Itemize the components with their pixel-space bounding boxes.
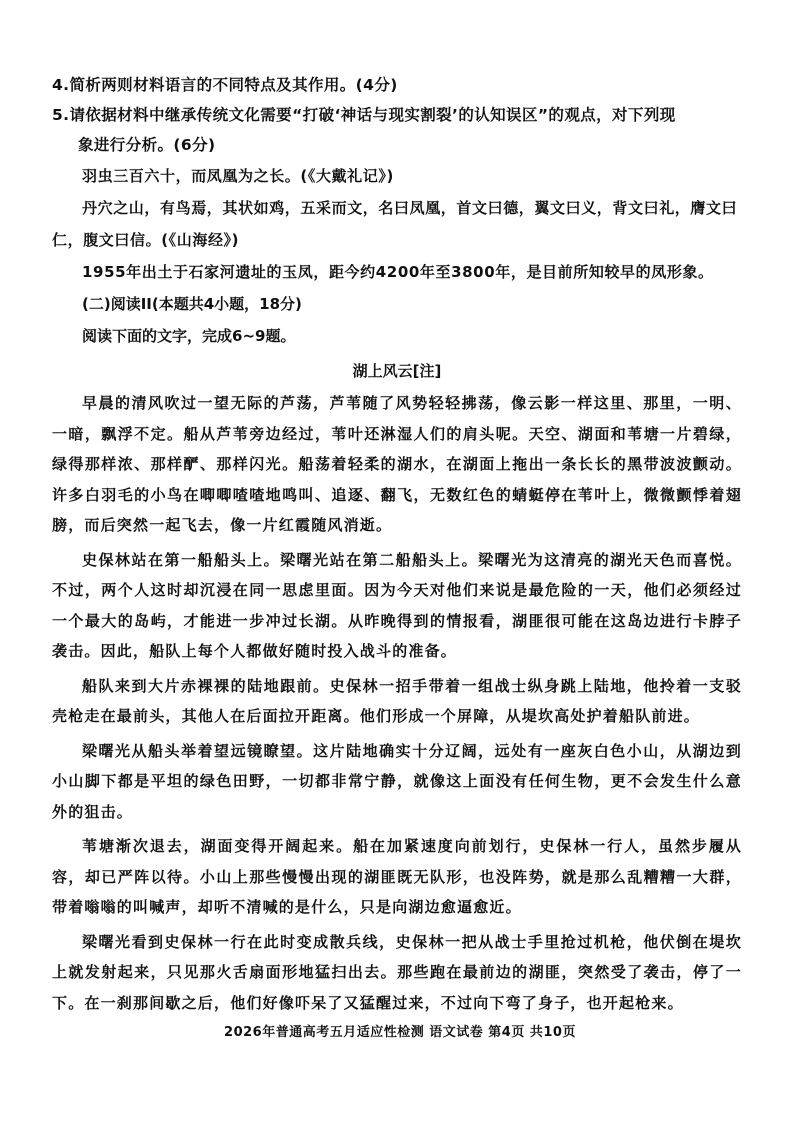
story-paragraph: 梁曙光从船头举着望远镜瞭望。这片陆地确实十分辽阔，远处有一座灰白色小山，从湖边到小山脚下都是平坦的绿色田野，一切都非常宁静，就像这上面没有任何生物，更不会发生什么意外的狙击。 [52, 741, 742, 821]
section-instruction: 阅读下面的文字，完成6~9题。 [82, 327, 296, 345]
question-text-continuation: 象进行分析。(6分) [78, 136, 216, 154]
question-text: 简析两则材料语言的不同特点及其作用。(4分) [69, 76, 398, 94]
question-5 [52, 100, 742, 160]
question-number: 4. [52, 76, 70, 94]
question-text: 请依据材料中继承传统文化需要“打破‘神话与现实割裂’的认知误区”的观点，对下列现 [69, 106, 676, 124]
story-paragraph: 史保林站在第一船船头上。梁曙光站在第二船船头上。梁曙光为这清亮的湖光天色而喜悦。不过，两个人这时却沉浸在同一思虑里面。因为今天对他们来说是最危险的一天，他们必须经过一个最大的岛屿，才能进一步冲过长湖。从昨晚得到的情报看，湖匪很可能在这岛边进行卡脖子袭击。因此，船队上每个人都做好随时投入战斗的准备。 [52, 550, 742, 660]
question-number: 5. [52, 106, 70, 124]
question-4 [52, 70, 742, 100]
story-paragraph: 梁曙光看到史保林一行在此时变成散兵线，史保林一把从战士手里抢过机枪，他伏倒在堤坎上就发射起来，只见那火舌扇面形地猛扫出去。那些跑在最前边的湖匪，突然受了袭击，停了一下。在一刹那间歇之后，他们好像吓呆了又猛醒过来，不过向下弯了身子，也开起枪来。 [52, 932, 742, 1012]
story-title: 湖上风云[注] [352, 362, 442, 380]
quote-da-dai-li-ji: 羽虫三百六十，而凤凰为之长。(《大戴礼记》) [82, 167, 394, 185]
page-footer: 2026年普通高考五月适应性检测 语文试卷 第4页 共10页 [224, 1025, 576, 1040]
quote-shan-hai-jing: 丹穴之山，有鸟焉，其状如鸡，五采而文，名曰凤凰，首文曰德，翼文曰义，背文曰礼，膺文曰仁，腹文曰信。(《山海经》) [52, 199, 738, 249]
story-paragraph: 早晨的清风吹过一望无际的芦荡，芦苇随了风势轻轻拂荡，像云影一样这里、那里，一明、一暗，飘浮不定。船从芦苇旁边经过，苇叶还淋湿人们的肩头呢。天空、湖面和苇塘一片碧绿，绿得那样浓、那样酽、那样闪光。船荡着轻柔的湖水，在湖面上拖出一条长长的黑带波波颤动。许多白羽毛的小鸟在唧唧喳喳地鸣叫、追逐、翻飞，无数红色的蜻蜓停在苇叶上，微微颤悸着翅膀，而后突然一起飞去，像一片红霞随风消逝。 [52, 394, 742, 534]
story-paragraph: 苇塘渐次退去，湖面变得开阔起来。船在加紧速度向前划行，史保林一行人，虽然步履从容，却已严阵以待。小山上那些慢慢出现的湖匪既无队形，也没阵势，就是那么乱糟糟一大群，带着嗡嗡的叫喊声，却听不清喊的是什么，只是向湖边愈逼愈近。 [52, 837, 742, 916]
story-paragraph: 船队来到大片赤裸裸的陆地跟前。史保林一招手带着一组战士纵身跳上陆地，他拎着一支驳壳枪走在最前头，其他人在后面拉开距离。他们形成一个屏障，从堤坎高处护着船队前进。 [52, 676, 742, 725]
quote-jade-phoenix: 1955年出土于石家河遗址的玉凤，距今约4200年至3800年，是目前所知较早的凤形象。 [82, 263, 714, 281]
section-heading: (二)阅读II(本题共4小题，18分) [82, 295, 302, 313]
page-content [52, 70, 742, 1022]
